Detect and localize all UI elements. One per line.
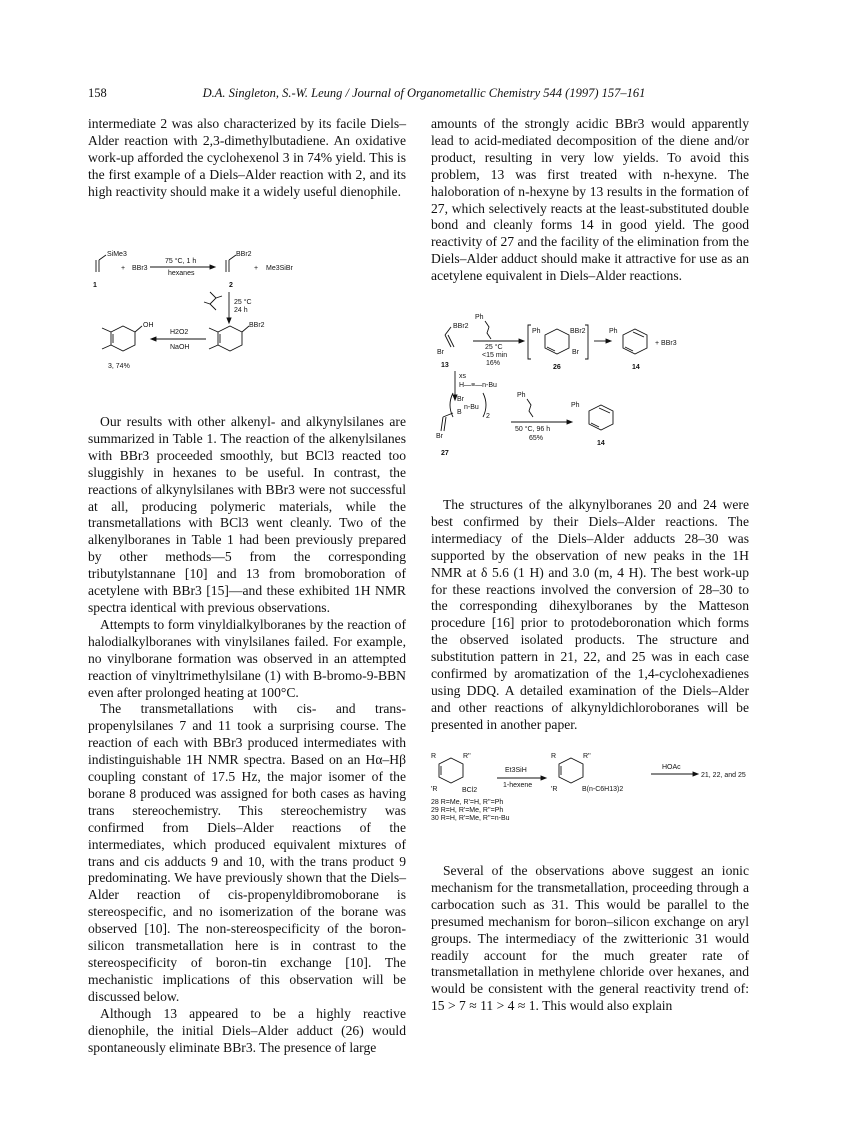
label-hexyne: H—≡—n-Bu [459, 382, 497, 389]
arrowhead [693, 772, 698, 776]
label-r-double-prime: R'' [463, 753, 471, 760]
scheme-3-diagram [431, 750, 751, 825]
ring [439, 758, 463, 783]
label-br: Br [572, 349, 579, 356]
diene [210, 292, 216, 310]
arrowhead [567, 420, 572, 424]
ring [218, 326, 242, 351]
label-bbr2: BBr2 [453, 323, 469, 330]
bond [99, 255, 106, 260]
label-bbr3: BBr3 [132, 265, 148, 272]
compound-number-14: 14 [632, 364, 640, 371]
label-conditions: 50 °C, 96 h [515, 426, 551, 433]
diene [527, 399, 533, 417]
arrowhead [210, 265, 215, 269]
label-naoh: NaOH [170, 344, 190, 351]
arrowhead [541, 776, 546, 780]
paragraph: amounts of the strongly acidic BBr3 would apparently lead to acid-mediated decomposition of the diene and/or product, resulting in very low yields. To avoid this problem, 13 was first treated with n-hexyne. The haloboration of n-hexyne by 13 results in the formation of 27, which selectively reacts at the least-substituted double bond and cleanly forms 14 in good yield. The good reactivity of 27 and the facility of the elimination from the Diels–Alder adduct should make it attractive for use as an acetylene equivalent in Diels–Alder reactions. [431, 116, 749, 284]
label-r: R [431, 753, 437, 760]
compound-number-1: 1 [93, 282, 97, 289]
scheme-2-diagram [431, 305, 751, 460]
label-ph: Ph [532, 328, 541, 335]
bond [547, 347, 555, 351]
label-hoac: HOAc [662, 764, 681, 771]
label-plus: + [254, 265, 259, 272]
left-column-top [88, 116, 406, 201]
bracket [528, 325, 531, 359]
bond [625, 347, 633, 351]
right-column-middle [431, 497, 749, 734]
label-oh: OH [143, 322, 154, 329]
paragraph: The transmetallations with cis- and trans-propenylsilanes 7 and 11 took a surprising course. The reaction of each with BBr3 produced intermediates with indistinguishable 1H NMR spectra. Based on an Hα–Hβ coupling constant of 17.5 Hz, the major isomer of the borane 8 produced was assigned for both cases as having trans stereochemistry. This stereochemistry was confirmed from Diels–Alder reactions of the intermediates, which produced equivalent mixtures of trans and cis adducts 9 and 10, with the trans product 9 predominating. We have previously shown that the Diels–Alder reaction of cis-propenyldibromoborane is stereospecific, and no isomerization of the borane was observed [10]. The non-stereospecificity of the boron-silicon transmetallation here is in contrast to the stereospecificity of boron-tin exchange [10]. The mechanistic implications of this observation will be discussed below. [88, 701, 406, 1004]
paragraph: intermediate 2 was also characterized by its facile Diels–Alder reaction with 2,3-dimethylbutadiene. An oxidative work-up afforded the cyclohexenol 3 in 74% yield. This is the first example of a Diels–Alder reaction with 2, and its high reactivity should make it a widely useful dienophile. [88, 116, 406, 199]
compound-number-27: 27 [441, 450, 449, 457]
label-products: 21, 22, and 25 [701, 772, 746, 779]
label-compound-29: 29 R=H, R'=Me, R''=Ph [431, 807, 504, 814]
label-ph: Ph [517, 392, 526, 399]
label-time: <15 min [482, 352, 508, 359]
paragraph: Several of the observations above suggest an ionic mechanism for the transmetallation, proceeding through a carbocation such as 31. This would be parallel to the presumed mechanism for boron–silicon exchange on aryl groups. The intermediacy of the zwitterionic 31 would readily account for the much greater rate of transmetallation in methylene chloride over hexanes, and would be consistent with the general reactivity trend of: 15 > 7 ≈ 11 > 4 ≈ 1. This would also explain [431, 863, 749, 1014]
bond [443, 413, 453, 417]
label-r-prime: 'R [431, 786, 438, 793]
label-excess: xs [459, 373, 466, 380]
paragraph: Although 13 appeared to be a highly reactive dienophile, the initial Diels–Alder adduct (26) would spontaneously eliminate BBr3. The presence of large [88, 1005, 406, 1055]
arrowhead [227, 318, 231, 323]
paragraph: Our results with other alkenyl- and alkynylsilanes are summarized in Table 1. The reaction of the alkenylsilanes with BBr3 proceeded smoothly, but BCl3 reacted too sluggishly in hexanes to be useful. In contrast, the reactions of alkynylsilanes with BBr3 were not successful at all, producing polymeric materials, while the transmetallations with BCl3 went cleanly. Two of the alkenylboranes in Table 1 had been previously prepared by other methods—5 from the corresponding tributylstannane [10] and 13 from bromoboration of acetylene with BBr3 [15]—and these exhibited 1H NMR spectra identical with previous observations. [88, 414, 406, 615]
label-ph: Ph [475, 314, 484, 321]
label-plus-bbr3: + BBr3 [655, 340, 677, 347]
label-hexene: 1-hexene [503, 782, 533, 789]
ring [111, 326, 135, 351]
label-br: Br [436, 433, 443, 440]
bond [229, 255, 236, 260]
ring [559, 758, 583, 783]
label-compound-30: 30 R=H, R'=Me, R''=n-Bu [431, 815, 510, 822]
arrowhead [606, 339, 611, 343]
compound-number-26: 26 [553, 364, 561, 371]
label-product-yield: 3, 74% [108, 363, 130, 370]
paragraph: Attempts to form vinyldialkylboranes by the reaction of halodialkylboranes with vinylsilanes failed. For example, no vinylborane formation was observed in an attempted reaction of vinyltrimethylsilane (1) with B-bromo-9-BBN even after prolonged heating at 100°C. [88, 616, 406, 700]
label-temp: 25 °C [234, 299, 252, 306]
label-boron: B [457, 409, 462, 416]
bond [444, 417, 446, 431]
bond [448, 335, 454, 347]
label-bbr2: BBr2 [570, 328, 586, 335]
label-ph: Ph [571, 402, 580, 409]
label-temp: 25 °C [485, 344, 503, 351]
label-r: R [551, 753, 557, 760]
arrowhead [519, 339, 524, 343]
bond [204, 302, 210, 304]
compound-number-13: 13 [441, 362, 449, 369]
bond [591, 423, 599, 427]
label-r-double-prime: R'' [583, 753, 591, 760]
bond [216, 296, 222, 298]
left-column-bottom [88, 414, 406, 1056]
running-header [88, 86, 760, 104]
bond [209, 328, 218, 332]
bond [102, 345, 111, 349]
right-column-bottom [431, 863, 749, 1015]
label-time: 24 h [234, 307, 248, 314]
label-br: Br [457, 396, 464, 403]
bond [445, 327, 451, 335]
bond [209, 345, 218, 349]
label-sime3: SiMe3 [107, 251, 127, 258]
label-r-prime: 'R [551, 786, 558, 793]
label-yield: 65% [529, 435, 544, 442]
bond [242, 326, 249, 332]
page-number: 158 [88, 86, 107, 100]
bond [445, 335, 451, 347]
journal-citation: D.A. Singleton, S.-W. Leung / Journal of Organometallic Chemistry 544 (1997) 157–161 [202, 86, 646, 100]
compound-number-2: 2 [229, 282, 233, 289]
label-bbr2: BBr2 [236, 251, 252, 258]
label-subscript: 2 [486, 413, 490, 420]
compound-number-14: 14 [597, 440, 605, 447]
label-ph: Ph [609, 328, 618, 335]
ring [545, 329, 569, 354]
label-bbr2: BBr2 [249, 322, 265, 329]
label-bcl2: BCl2 [462, 787, 478, 794]
arrowhead [151, 337, 156, 341]
label-et3sih: Et3SiH [505, 767, 527, 774]
label-b-hexyl: B(n-C6H13)2 [582, 786, 624, 793]
label-me3sibr: Me3SiBr [266, 265, 293, 272]
label-solvent: hexanes [168, 270, 195, 277]
diene [485, 321, 491, 339]
bond [102, 328, 111, 332]
label-br: Br [437, 349, 444, 356]
label-plus: + [121, 265, 126, 272]
scheme-1-diagram [88, 246, 408, 376]
bond [441, 417, 443, 431]
paragraph: The structures of the alkynylboranes 20 and 24 were best confirmed by their Diels–Alder reactions. The intermediacy of the Diels–Alder adducts 28–30 was supported by the observation of new peaks in the 1H NMR at δ 5.6 (1 H) and 3.0 (m, 4 H). The best work-up for these reactions involved the conversion of 28–30 to the corresponding dihexylboranes by the Matteson procedure [16] prior to protodeboronation which forms the observed isolated products. The structure and substitution pattern in 21, 22, and 25 was in each case confirmed by aromatization of the 1,4-cyclohexadienes using DDQ. A detailed examination of the Diels–Alder and other reactions of alkynyldichloroboranes will be presented in another paper. [431, 497, 749, 732]
label-yield: 16% [486, 360, 501, 367]
label-conditions: 75 °C, 1 h [165, 258, 197, 265]
label-h2o2: H2O2 [170, 329, 189, 336]
label-compound-28: 28 R=Me, R'=H, R''=Ph [431, 799, 504, 806]
bond [135, 326, 142, 332]
label-nbu: n-Bu [464, 404, 479, 411]
right-column-top [431, 116, 749, 285]
